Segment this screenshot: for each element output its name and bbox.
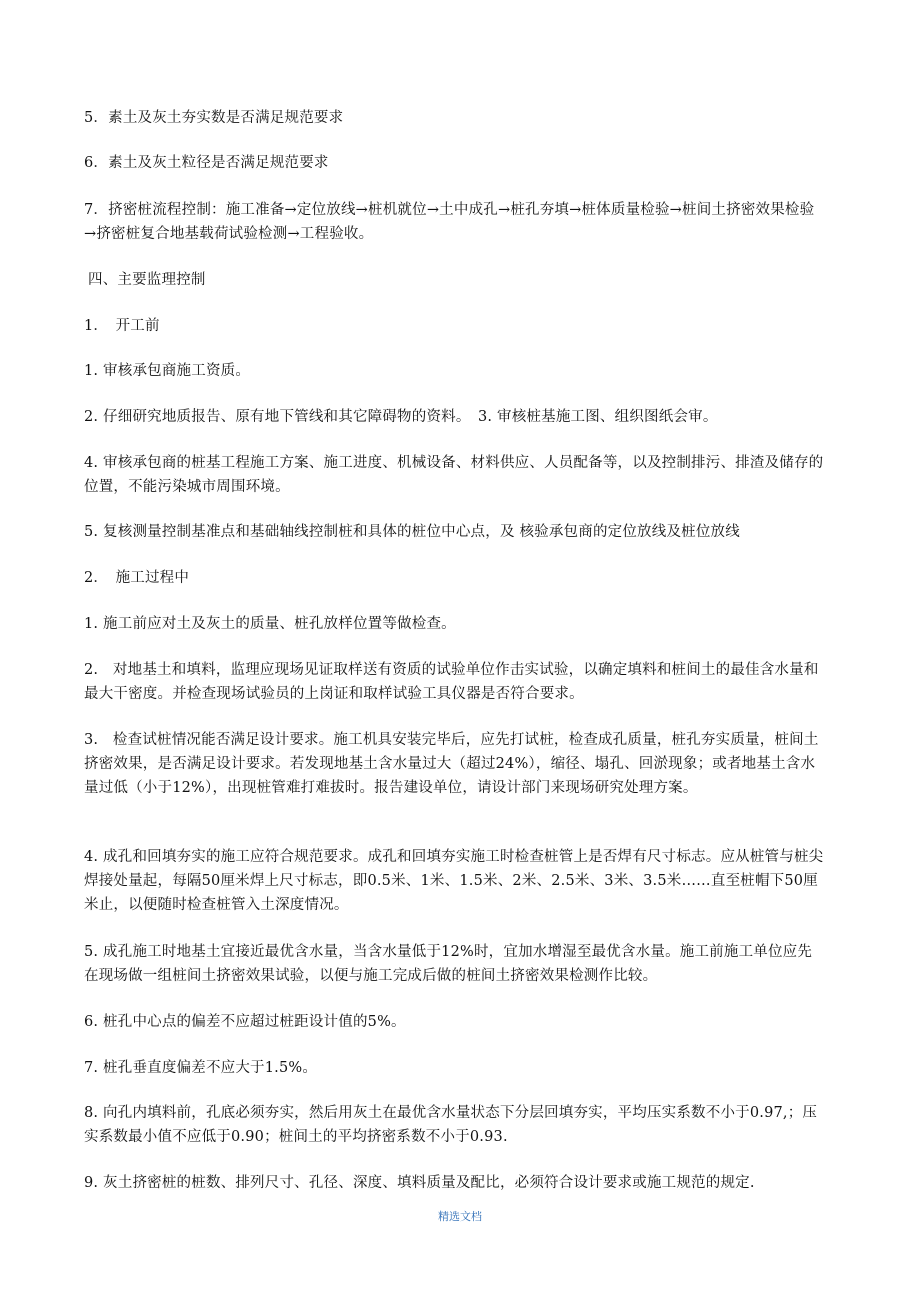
paragraph-construction-plan: 4. 审核承包商的桩基工程施工方案、施工进度、机械设备、材料供应、人员配备等，以及控制排污、排渣及储存的位置，不能污染城市周围环境。 (84, 455, 824, 495)
paragraph-soil-inspection: 1. 施工前应对土及灰土的质量、桩孔放样位置等做检查。 (84, 616, 456, 632)
paragraph-process-control: 7．挤密桩流程控制：施工准备→定位放线→桩机就位→土中成孔→桩孔夯填→桩体质量检验→桩间土挤密效果检验→挤密桩复合地基载荷试验检测→工程验收。 (84, 202, 815, 242)
paragraph-pile-requirements: 9. 灰土挤密桩的桩数、排列尺寸、孔径、深度、填料质量及配比，必须符合设计要求或施工规范的规定. (84, 1175, 755, 1191)
subheading-during-construction: 2． 施工过程中 (84, 570, 190, 586)
page-footer: 精选文档 (438, 1210, 482, 1223)
paragraph-qualification: 1. 审核承包商施工资质。 (84, 363, 251, 379)
paragraph-backfill: 8. 向孔内填料前，孔底必须夯实，然后用灰土在最优含水量状态下分层回填夯实，平均压实系数不小于0.97,；压实系数最小值不应低于0.90；桩间土的平均挤密系数不小于0.93. (84, 1105, 818, 1145)
subheading-before-start: 1． 开工前 (84, 318, 160, 334)
paragraph-rammed-count: 5．素土及灰土夯实数是否满足规范要求 (84, 110, 344, 126)
paragraph-test-pile: 3. 检查试桩情况能否满足设计要求。施工机具安装完毕后，应先打试桩，检查成孔质量，桩孔夯实质量，桩间土挤密效果，是否满足设计要求。若发现地基土含水量过大（超过24%），缩径、塌孔、回淤现象；或者地基土含水量过低（小于12%），出现桩管难打难拔时。报告建设单位，请设计部门来现场研究处理方案。 (84, 732, 819, 796)
section-heading-supervision: 四、主要监理控制 (88, 272, 206, 288)
paragraph-verticality: 7. 桩孔垂直度偏差不应大于1.5%。 (84, 1060, 318, 1076)
paragraph-grain-size: 6．素土及灰土粒径是否满足规范要求 (84, 155, 329, 171)
paragraph-center-deviation: 6. 桩孔中心点的偏差不应超过桩距设计值的5%。 (84, 1014, 406, 1030)
paragraph-moisture-content: 5. 成孔施工时地基土宜接近最优含水量，当含水量低于12%时，宜加水增湿至最优含水量。施工前施工单位应先在现场做一组桩间土挤密效果试验，以便与施工完成后做的桩间土挤密效果检测作比较。 (84, 944, 813, 984)
paragraph-compaction-test: 2. 对地基土和填料，监理应现场见证取样送有资质的试验单位作击实试验，以确定填料和桩间土的最佳含水量和最大干密度。并检查现场试验员的上岗证和取样试验工具仪器是否符合要求。 (84, 662, 819, 702)
paragraph-geology-review: 2. 仔细研究地质报告、原有地下管线和其它障碍物的资料。 3. 审核桩基施工图、组织图纸会审。 (84, 409, 718, 425)
paragraph-hole-forming: 4. 成孔和回填夯实的施工应符合规范要求。成孔和回填夯实施工时检查桩管上是否焊有尺寸标志。应从桩管与桩尖焊接处量起，每隔50厘米焊上尺寸标志，即0.5米、1米、1.5米、2米、2.5米、3米、3.5米……直至桩帽下50厘米止，以便随时检查桩管入土深度情况。 (84, 849, 824, 913)
paragraph-survey-check: 5. 复核测量控制基准点和基础轴线控制桩和具体的桩位中心点，及 核验承包商的定位放线及桩位放线 (84, 524, 740, 540)
